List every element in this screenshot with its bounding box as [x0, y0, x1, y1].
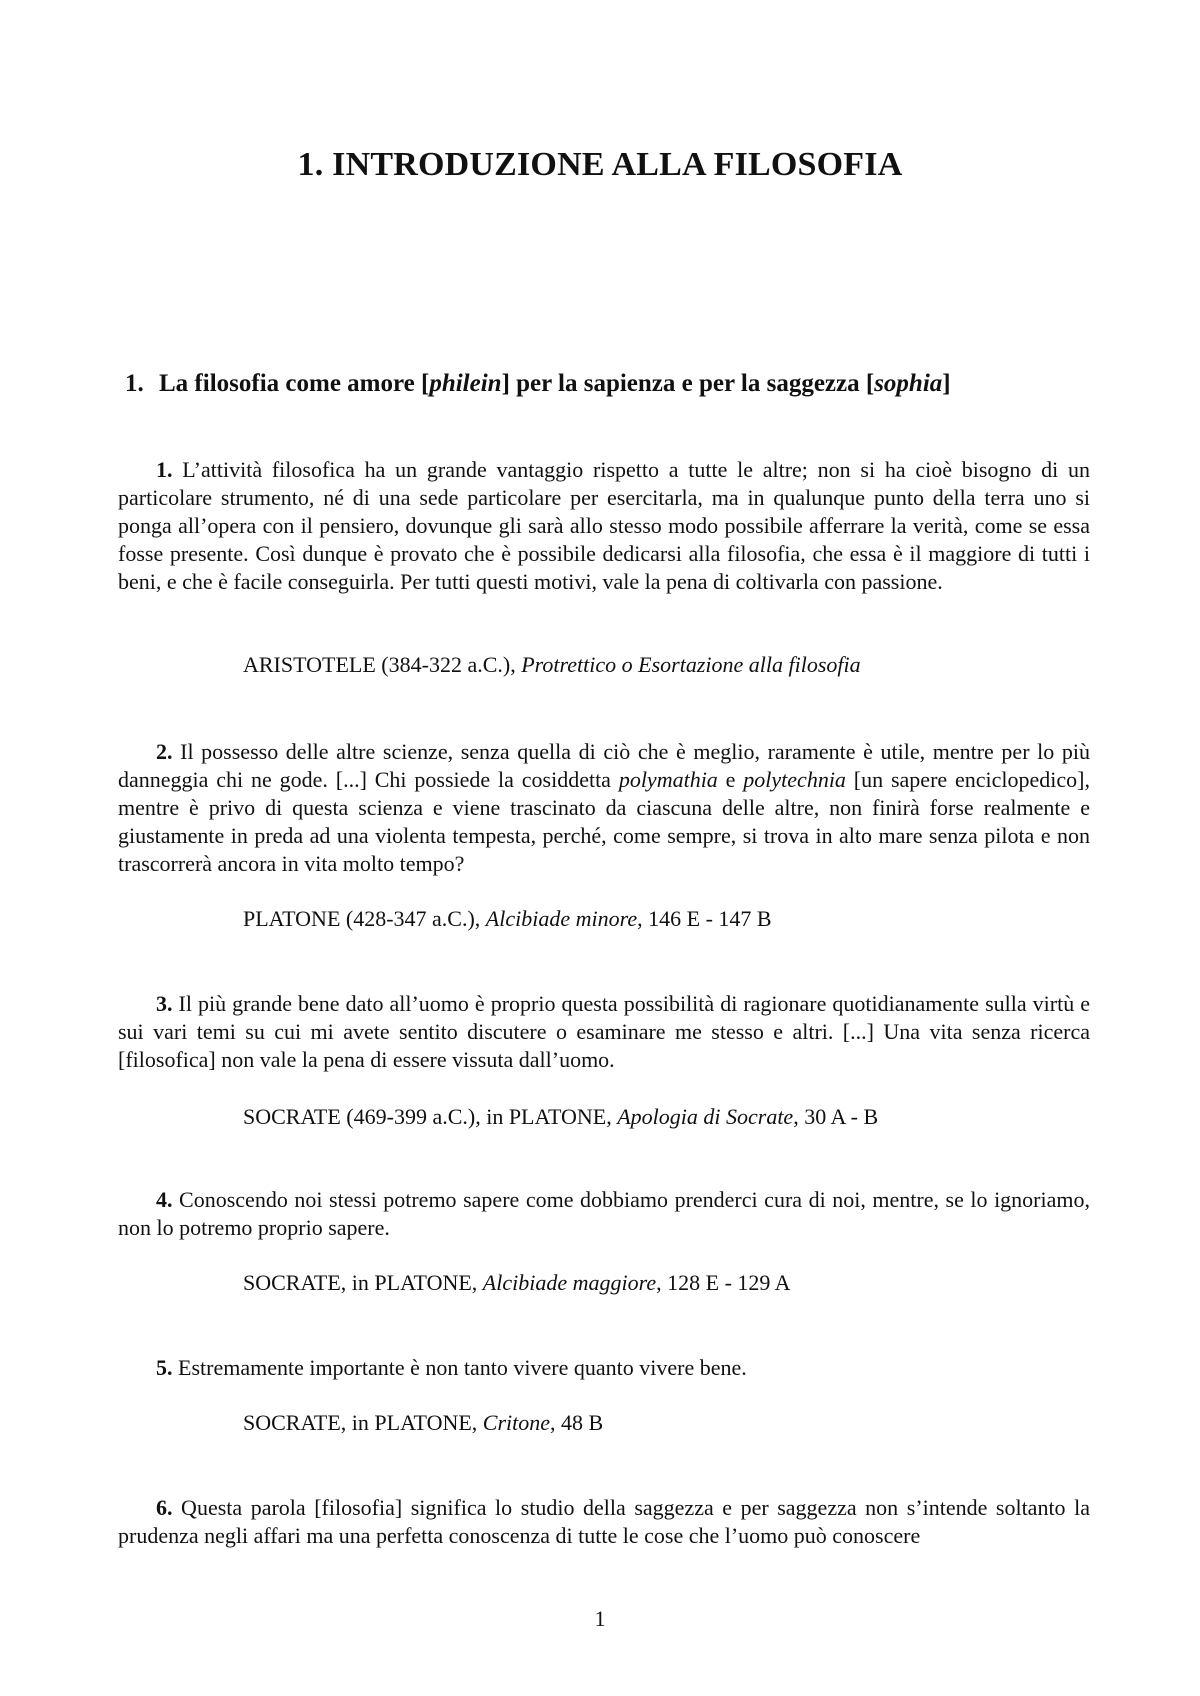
section-heading [125, 370, 1125, 398]
quote-1 [118, 456, 1090, 596]
quote-number: 1. [156, 457, 173, 482]
quote-number: 3. [156, 991, 173, 1016]
quote-number: 6. [156, 1495, 173, 1520]
citation-4: SOCRATE, in PLATONE, Alcibiade maggiore, 128 E - 129 A [243, 1270, 791, 1295]
citation-3: SOCRATE (469-399 a.C.), in PLATONE, Apologia di Socrate, 30 A - B [243, 1104, 879, 1129]
section-title-part: La filosofia come amore [ [159, 370, 430, 397]
chapter-title: 1. INTRODUZIONE ALLA FILOSOFIA [297, 146, 903, 183]
citation-work: Alcibiade minore [485, 906, 638, 931]
quote-6 [118, 1494, 1090, 1550]
section-term-philein: philein [429, 370, 502, 397]
quote-number: 2. [156, 739, 173, 764]
page-number: 1 [594, 1606, 606, 1631]
section-title-part: ] [942, 370, 951, 397]
citation-5: SOCRATE, in PLATONE, Critone, 48 B [243, 1410, 604, 1435]
quote-number: 5. [156, 1355, 173, 1380]
quote-text: 3. Il più grande bene dato all’uomo è proprio questa possibilità di ragionare quotidianamente sulla virtù e sui vari temi su cui mi avete sentito discutere o esaminare me stesso e altri. [...] Una vita senza ricerca [filosofica] non vale la pena di essere vissuta dall’uomo. [118, 991, 1090, 1072]
quote-3 [118, 990, 1090, 1074]
quote-text: 4. Conoscendo noi stessi potremo sapere come dobbiamo prenderci cura di noi, mentre, se lo ignoriamo, non lo potremo proprio sapere. [118, 1187, 1090, 1240]
citation-2: PLATONE (428-347 a.C.), Alcibiade minore, 146 E - 147 B [243, 906, 772, 931]
citation-work: Protrettico o Esortazione alla filosofia [521, 652, 861, 677]
quote-2 [118, 738, 1090, 878]
quote-text: 1. L’attività filosofica ha un grande vantaggio rispetto a tutte le altre; non si ha cioè bisogno di un particolare strumento, né di una sede particolare per esercitarla, ma in qualunque punto della terra uno si ponga all’opera con il pensiero, dovunque gli sarà allo stesso modo possibile afferrare la verità, come se essa fosse presente. Così dunque è provato che è possibile dedicarsi alla filosofia, che essa è il maggiore di tutti i beni, e che è facile conseguirla. Per tutti questi motivi, vale la pena di coltivarla con passione. [118, 457, 1090, 594]
quote-text: 6. Questa parola [filosofia] significa lo studio della saggezza e per saggezza non s’intende soltanto la prudenza negli affari ma una perfetta conoscenza di tutte le cose che l’uomo può conoscere [118, 1495, 1090, 1548]
section-term-sophia: sophia [874, 370, 943, 397]
citation-work: Critone [482, 1410, 551, 1435]
section-number: 1. [125, 370, 144, 397]
quote-text: 2. Il possesso delle altre scienze, senza quella di ciò che è meglio, raramente è utile, mentre per lo più danneggia chi ne gode. [...] Chi possiede la cosiddetta polymathia e polytechnia [un sapere enciclopedico], mentre è privo di questa scienza e viene trascinato da ciascuna delle altre, non finirà forse realmente e giustamente in preda ad una violenta tempesta, perché, come sempre, si trova in alto mare senza pilota e non trascorrerà ancora in vita molto tempo? [118, 739, 1091, 876]
quote-5 [118, 1354, 1090, 1382]
citation-1: ARISTOTELE (384-322 a.C.), Protrettico o Esortazione alla filosofia [243, 652, 861, 677]
quote-number: 4. [156, 1187, 173, 1212]
citation-work: Apologia di Socrate [617, 1104, 794, 1129]
section-title-part: ] per la sapienza e per la saggezza [ [501, 370, 875, 397]
quote-text: 5. Estremamente importante è non tanto vivere quanto vivere bene. [156, 1355, 747, 1380]
citation-work: Alcibiade maggiore [482, 1270, 657, 1295]
quote-4 [118, 1186, 1090, 1242]
